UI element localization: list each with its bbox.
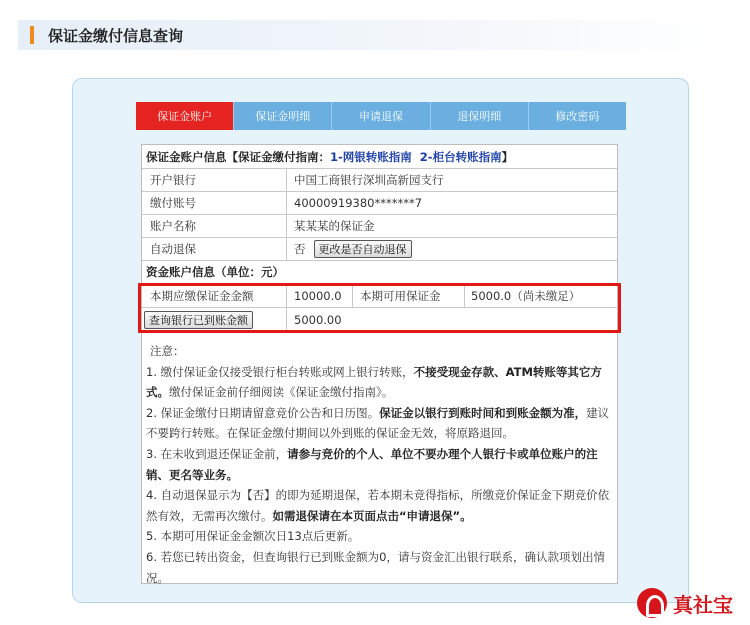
note-3: 3. 在未收到退还保证金前，请参与竞价的个人、单位不要办理个人银行卡或单位账户的注销、更名等业务。 xyxy=(146,446,598,482)
tab-change-password[interactable]: 修改密码 xyxy=(529,102,626,130)
note-5: 5. 本期可用保证金金额次日13点后更新。 xyxy=(146,529,360,544)
header-accent-bar xyxy=(30,26,34,44)
guide-link-online[interactable]: 1-网银转账指南 xyxy=(330,149,412,164)
tab-bar xyxy=(136,102,626,130)
change-auto-refund-button[interactable]: 更改是否自动退保 xyxy=(314,240,412,258)
received-amount-value: 5000.00 xyxy=(294,313,342,327)
account-name-label: 账户名称 xyxy=(150,219,196,233)
account-name-value: 某某某的保证金 xyxy=(294,219,375,233)
watermark-logo xyxy=(637,585,743,621)
notes-title: 注意： xyxy=(150,344,185,358)
tab-deposit-account[interactable]: 保证金账户 xyxy=(136,102,234,130)
note-1: 1. 缴付保证金仅接受银行柜台转账或网上银行转账，不接受现金存款、ATM转账等其它方式。缴付保证金前仔细阅读《保证金缴付指南》。 xyxy=(146,364,602,400)
notes-section xyxy=(146,341,614,588)
account-no-value: 40000919380*******7 xyxy=(294,196,423,210)
account-section-title: 保证金账户信息【保证金缴付指南： xyxy=(146,149,330,164)
bank-label: 开户银行 xyxy=(150,173,196,187)
page-title: 保证金缴付信息查询 xyxy=(48,26,184,45)
available-deposit-value: 5000.0（尚未缴足） xyxy=(471,288,581,303)
deposit-due-label: 本期应缴保证金金额 xyxy=(150,288,254,303)
row-account-name xyxy=(142,215,617,237)
auto-refund-value: 否 xyxy=(294,242,306,256)
row-bank xyxy=(142,169,617,191)
row-account-no xyxy=(142,192,617,214)
note-6: 6. 若您已转出资金，但查询银行已到账金额为0，请与资金汇出银行联系，确认款项划出情况。 xyxy=(146,549,605,585)
account-no-label: 缴付账号 xyxy=(150,196,196,210)
tab-apply-refund[interactable]: 申请退保 xyxy=(332,102,430,130)
page-header xyxy=(18,20,732,50)
note-4: 4. 自动退保显示为【否】的即为延期退保，若本期未竞得指标，所缴竞价保证金下期竞价依然有效，无需再次缴付。如需退保请在本页面点击“申请退保”。 xyxy=(146,488,610,523)
tab-refund-details[interactable]: 退保明细 xyxy=(431,102,529,130)
account-info-table xyxy=(141,144,618,584)
deposit-due-value: 10000.0 xyxy=(294,288,342,303)
account-section-header xyxy=(142,145,617,168)
funds-section-header xyxy=(142,261,617,283)
funds-section-title: 资金账户信息（单位：元） xyxy=(146,265,284,279)
note-2: 2. 保证金缴付日期请留意竞价公告和日历图。保证金以银行到账时间和到账金额为准，建议不要跨行转账。在保证金缴付期间以外到账的保证金无效，将原路退回。 xyxy=(146,405,610,441)
available-deposit-label: 本期可用保证金 xyxy=(360,288,441,303)
bank-value: 中国工商银行深圳高新园支行 xyxy=(294,173,444,187)
highlight-box xyxy=(138,283,621,333)
query-received-amount-button[interactable]: 查询银行已到账金额 xyxy=(144,311,253,329)
tab-deposit-details[interactable]: 保证金明细 xyxy=(234,102,332,130)
row-auto-refund xyxy=(142,238,617,260)
auto-refund-label: 自动退保 xyxy=(150,242,196,256)
guide-link-counter[interactable]: 2-柜台转账指南 xyxy=(419,149,502,164)
logo-text: 真社宝 xyxy=(673,592,733,617)
account-section-end: 】 xyxy=(501,149,514,164)
logo-icon xyxy=(637,588,667,618)
